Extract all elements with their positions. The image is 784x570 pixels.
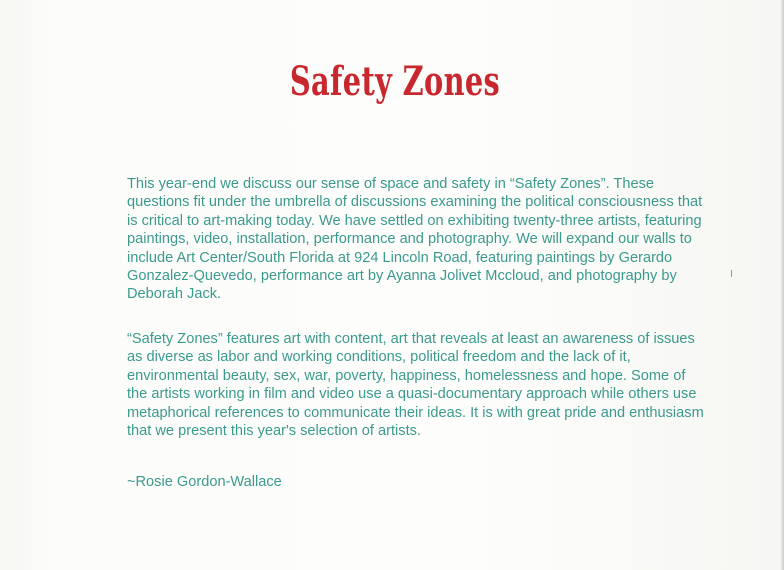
paragraph-line: paintings, video, installation, performance and photography. We will expand our walls to [127, 231, 692, 248]
paragraph-line: environmental beauty, sex, war, poverty, happiness, homelessness and hope. Some of [127, 367, 686, 384]
paragraph-line: “Safety Zones” features art with content, art that reveals at least an awareness of issues [127, 331, 695, 347]
margin-mark [731, 270, 732, 277]
paragraph-1 [127, 175, 703, 304]
paragraph-line: that we present this year's selection of artists. [127, 423, 421, 440]
page-title: Safety Zones [289, 58, 501, 105]
paragraph-line: include Art Center/South Florida at 924 Lincoln Road, featuring paintings by Gerardo [127, 249, 673, 266]
paragraph-line: questions fit under the umbrella of discussions examining the political consciousness that [127, 194, 703, 211]
page-edge-shadow [780, 0, 784, 570]
paragraph-line: the artists working in film and video use a quasi-documentary approach while others use [127, 386, 697, 403]
paragraph-line: is critical to art-making today. We have settled on exhibiting twenty-three artists, featuring [127, 212, 702, 229]
paragraph-line: Deborah Jack. [127, 286, 222, 303]
paragraph-line: Gonzalez-Quevedo, performance art by Ayanna Jolivet Mccloud, and photography by [127, 268, 677, 285]
paragraph-line: metaphorical references to communicate their ideas. It is with great pride and enthusiasm [127, 404, 704, 421]
author-signature: ~Rosie Gordon-Wallace [127, 474, 282, 490]
paragraph-line: This year-end we discuss our sense of space and safety in “Safety Zones”. These [127, 176, 654, 192]
paragraph-line: as diverse as labor and working conditions, political freedom and the lack of it, [127, 349, 631, 366]
paragraph-2 [127, 330, 704, 440]
